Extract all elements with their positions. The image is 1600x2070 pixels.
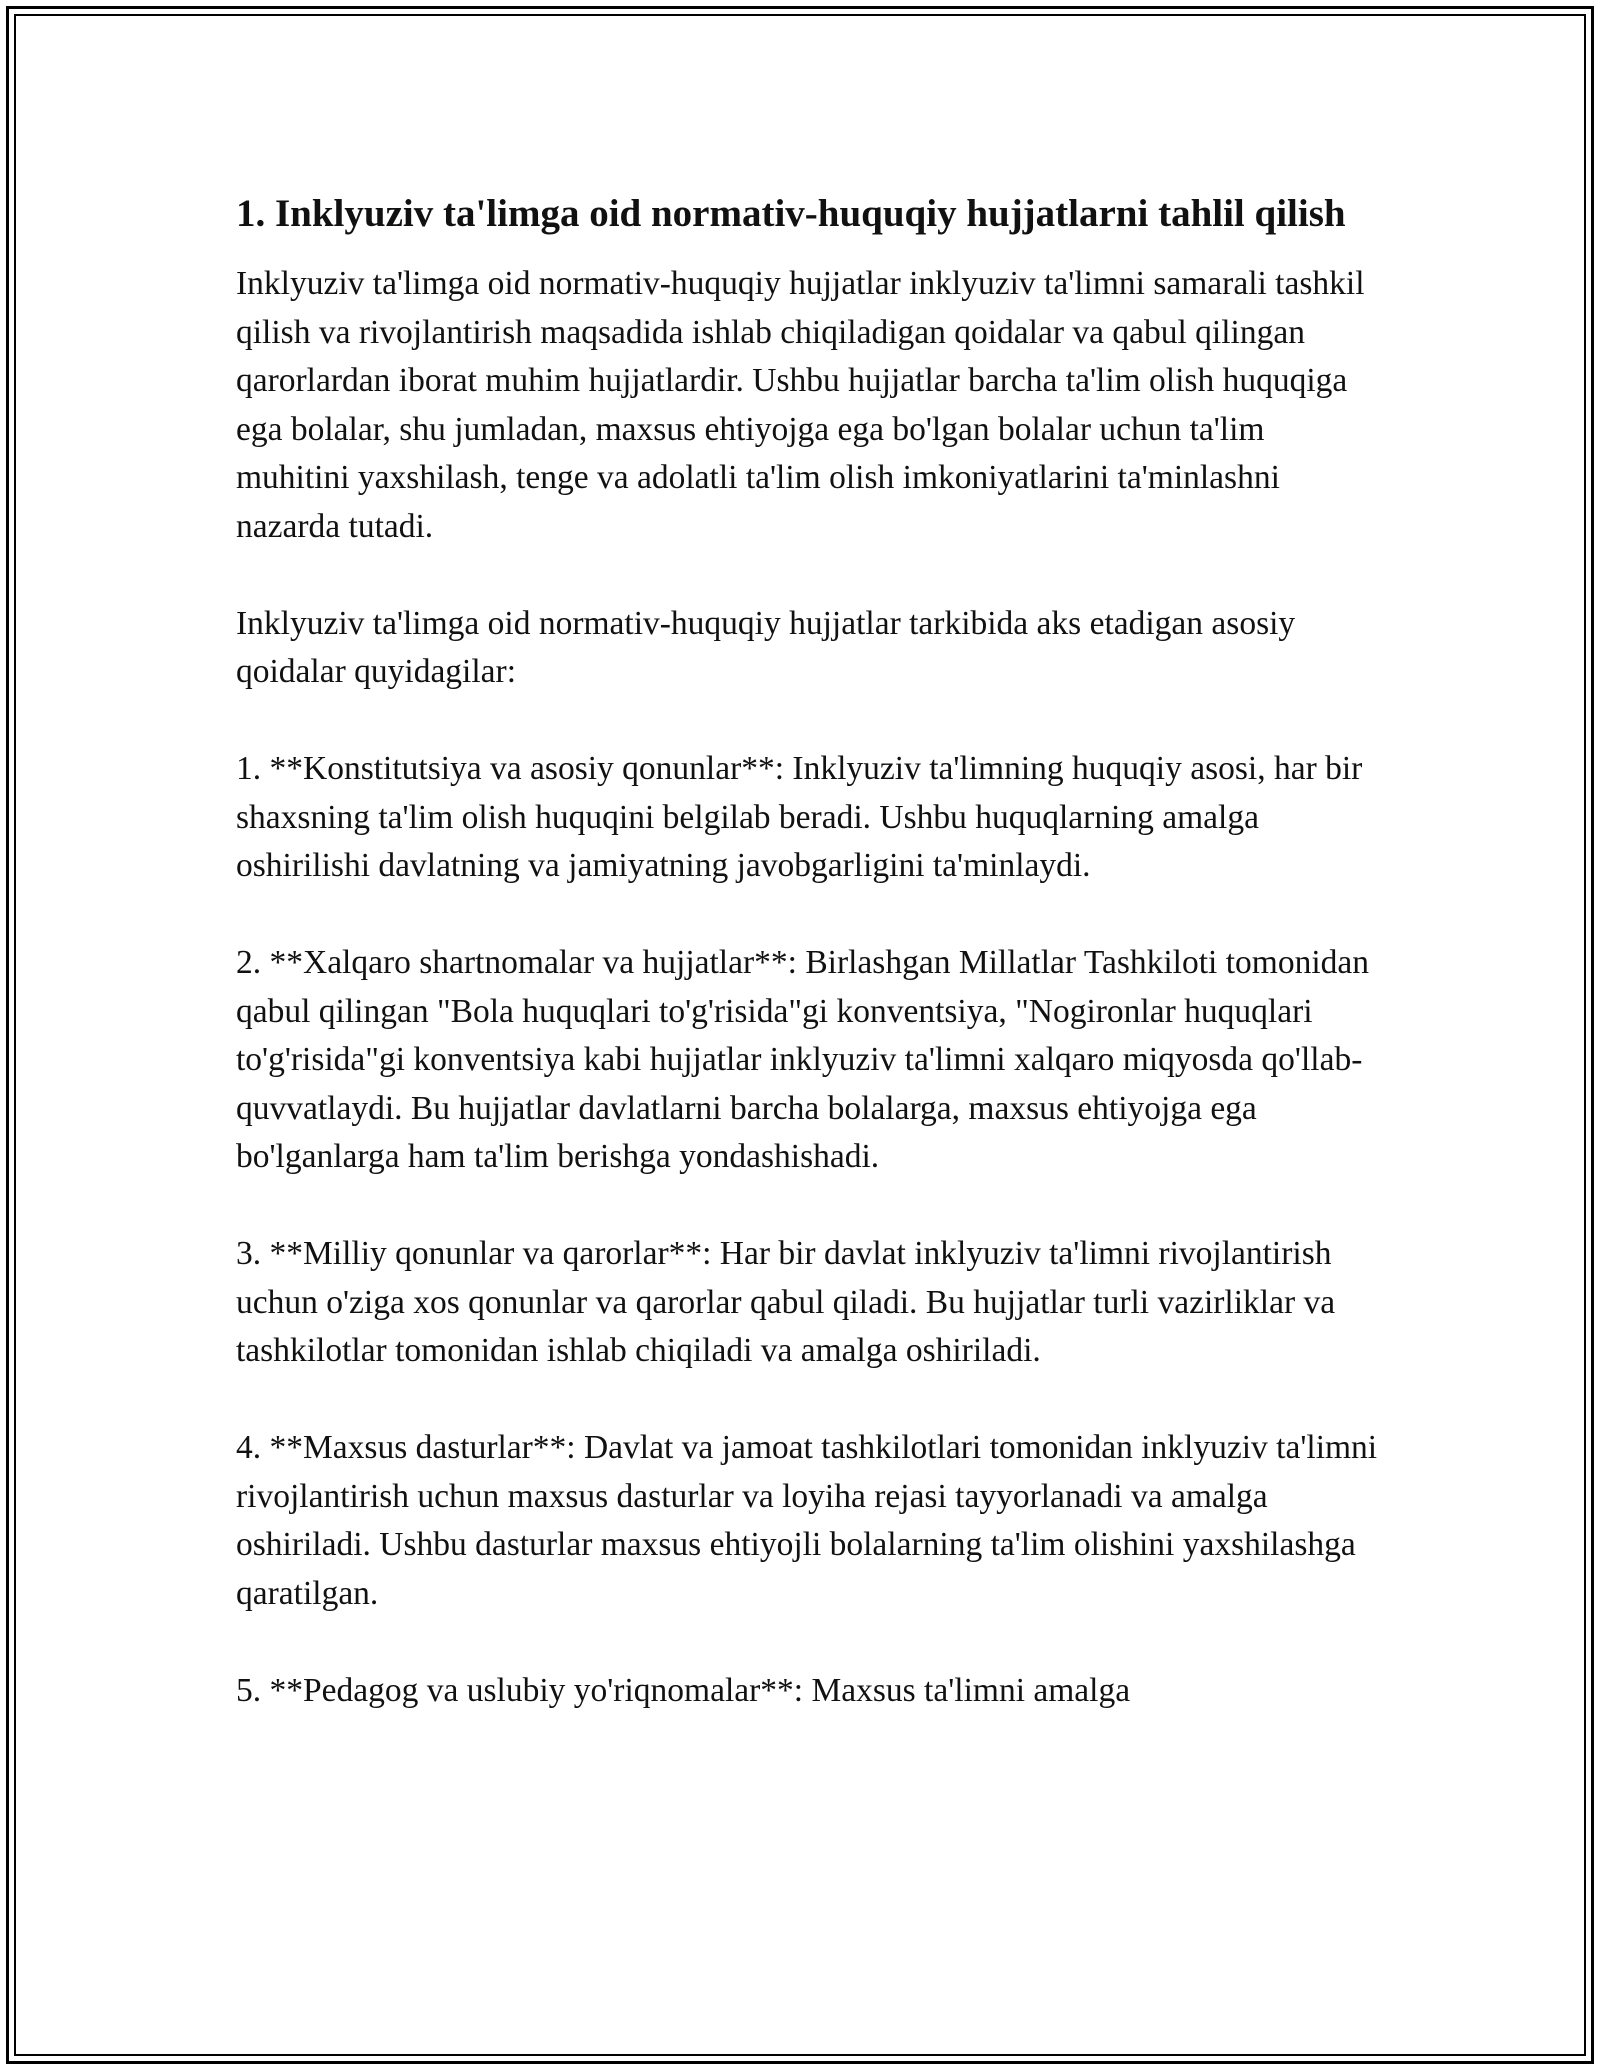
list-item-4: 4. **Maxsus dasturlar**: Davlat va jamoat tashkilotlari tomonidan inklyuziv ta'limni rivojlantirish uchun maxsus dasturlar va loyiha rejasi tayyorlanadi va amalga oshiriladi. Ushbu dasturlar maxsus ehtiyojli bolalarning ta'lim olishini yaxshilashga qaratilgan. [236, 1429, 1378, 1612]
list-item-5: 5. **Pedagog va uslubiy yo'riqnomalar**: Maxsus ta'limni amalga [236, 1671, 1131, 1709]
list-item-2: 2. **Xalqaro shartnomalar va hujjatlar**: Birlashgan Millatlar Tashkiloti tomonidan qabul qilingan "Bola huquqlari to'g'risida"gi konventsiya, "Nogironlar huquqlari to'g'risida"gi konventsiya kabi hujjatlar inklyuziv ta'limni xalqaro miqyosda qo'llab-quvvatlaydi. Bu hujjatlar davlatlarni barcha bolalarga, maxsus ehtiyojga ega bo'lganlarga ham ta'lim berishga yondashishadi. [236, 944, 1369, 1175]
list-item-1: 1. **Konstitutsiya va asosiy qonunlar**: Inklyuziv ta'limning huquqiy asosi, har bir shaxsning ta'lim olish huquqini belgilab beradi. Ushbu huquqlarning amalga oshirilishi davlatning va jamiyatning javobgarligini ta'minlaydi. [236, 750, 1363, 884]
intro-paragraph: Inklyuziv ta'limga oid normativ-huquqiy hujjatlar inklyuziv ta'limni samarali tashkil qilish va rivojlantirish maqsadida ishlab chiqiladigan qoidalar va qabul qilingan qarorlardan iborat muhim hujjatlardir. Ushbu hujjatlar barcha ta'lim olish huquqiga ega bolalar, shu jumladan, maxsus ehtiyojga ega bo'lgan bolalar uchun ta'lim muhitini yaxshilash, tenge va adolatli ta'lim olish imkoniyatlarini ta'minlashni nazarda tutadi. [236, 265, 1365, 545]
list-intro-paragraph: Inklyuziv ta'limga oid normativ-huquqiy hujjatlar tarkibida aks etadigan asosiy qoidalar quyidagilar: [236, 604, 1296, 690]
document-body [236, 186, 1386, 1764]
document-title: 1. Inklyuziv ta'limga oid normativ-huquqiy hujjatlarni tahlil qilish [236, 192, 1346, 235]
list-item-3: 3. **Milliy qonunlar va qarorlar**: Har bir davlat inklyuziv ta'limni rivojlantirish uchun o'ziga xos qonunlar va qarorlar qabul qiladi. Bu hujjatlar turli vazirliklar va tashkilotlar tomonidan ishlab chiqiladi va amalga oshiriladi. [236, 1235, 1336, 1369]
